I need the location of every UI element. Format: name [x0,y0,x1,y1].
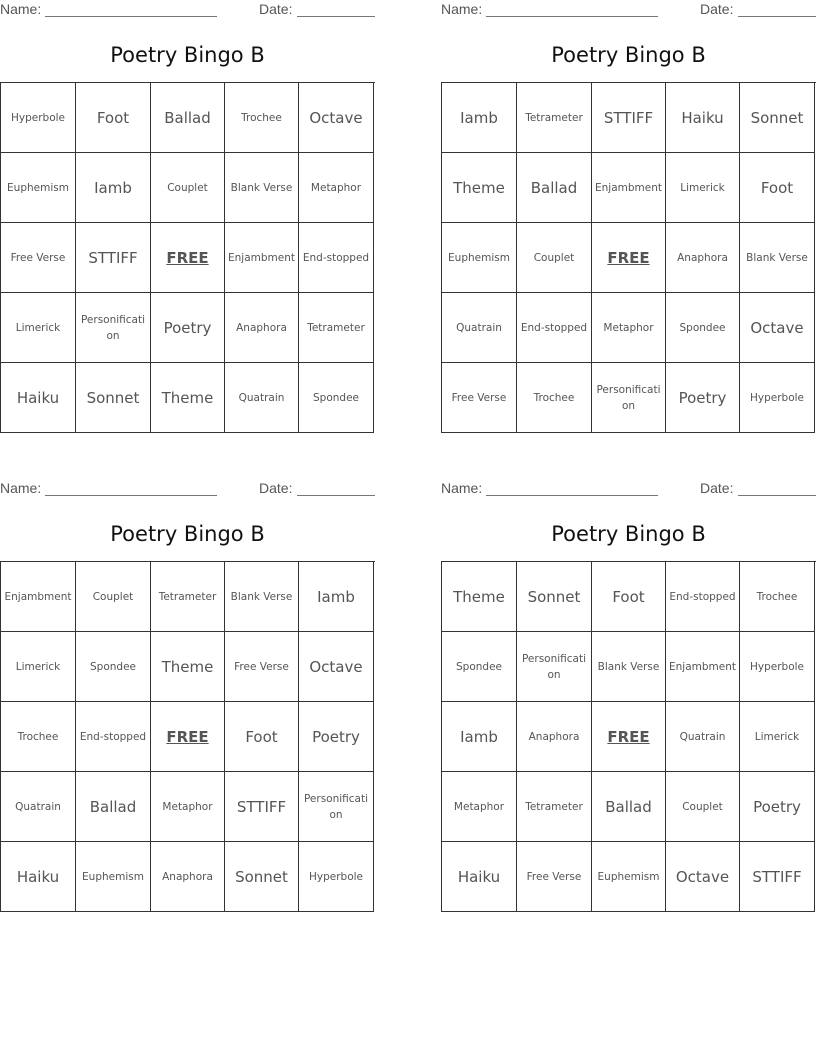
bingo-grid [441,82,816,433]
card-header [441,480,816,500]
bingo-cell: Metaphor [299,153,374,223]
bingo-cell: Octave [299,632,374,702]
bingo-cell: Trochee [517,363,592,433]
date-blank-line [738,16,816,17]
card-header [0,1,375,21]
name-label: Name: [441,480,483,496]
bingo-cell: Metaphor [592,293,666,363]
bingo-cell: Limerick [740,702,815,772]
bingo-cell: Theme [151,363,225,433]
bingo-cell: Foot [740,153,815,223]
name-label: Name: [0,1,42,17]
bingo-cell: Blank Verse [225,562,299,632]
bingo-cell: Quatrain [442,293,517,363]
bingo-cell: Euphemism [442,223,517,293]
bingo-cell: Blank Verse [225,153,299,223]
bingo-cell: Couplet [76,562,151,632]
bingo-cell: Poetry [151,293,225,363]
bingo-cell: Sonnet [225,842,299,912]
bingo-cell: Trochee [225,83,299,153]
free-space-cell: FREE [592,223,666,293]
bingo-cell: Hyperbole [740,363,815,433]
bingo-cell: Tetrameter [299,293,374,363]
bingo-cell: Trochee [1,702,76,772]
bingo-cell: Free Verse [517,842,592,912]
date-label: Date: [700,480,734,496]
bingo-cell: Octave [299,83,374,153]
bingo-cell: STTIFF [76,223,151,293]
bingo-cell: Enjambment [666,632,740,702]
bingo-cell: Quatrain [1,772,76,842]
bingo-cell: Iamb [442,83,517,153]
date-blank-line [297,495,375,496]
bingo-cell: STTIFF [592,83,666,153]
bingo-card [0,479,375,919]
bingo-card [0,0,375,440]
bingo-cell: Limerick [1,632,76,702]
bingo-cell: Euphemism [592,842,666,912]
bingo-cell: End-stopped [666,562,740,632]
bingo-cell: STTIFF [740,842,815,912]
bingo-cell: End-stopped [299,223,374,293]
bingo-cell: Haiku [666,83,740,153]
bingo-cell: Free Verse [1,223,76,293]
bingo-cell: Haiku [442,842,517,912]
bingo-cell: Ballad [76,772,151,842]
date-label: Date: [259,1,293,17]
bingo-grid [0,561,375,912]
bingo-cell: Anaphora [666,223,740,293]
bingo-cell: Quatrain [225,363,299,433]
bingo-cell: Personification [76,293,151,363]
bingo-cell: Theme [442,153,517,223]
bingo-cell: Couplet [666,772,740,842]
bingo-cell: Metaphor [442,772,517,842]
bingo-cell: Couplet [151,153,225,223]
name-blank-line [486,495,658,496]
card-title: Poetry Bingo B [110,43,265,67]
bingo-cell: Personification [517,632,592,702]
bingo-cell: Blank Verse [592,632,666,702]
bingo-cell: Blank Verse [740,223,815,293]
bingo-cell: Sonnet [740,83,815,153]
bingo-cell: Hyperbole [740,632,815,702]
card-title: Poetry Bingo B [110,522,265,546]
bingo-cell: Tetrameter [517,83,592,153]
bingo-cell: Iamb [76,153,151,223]
bingo-cell: Poetry [740,772,815,842]
bingo-cell: Iamb [442,702,517,772]
bingo-cell: Trochee [740,562,815,632]
bingo-cell: Octave [666,842,740,912]
bingo-cell: Free Verse [442,363,517,433]
bingo-cell: Euphemism [1,153,76,223]
bingo-cell: Free Verse [225,632,299,702]
card-title: Poetry Bingo B [551,43,706,67]
bingo-cell: Theme [151,632,225,702]
bingo-card [441,0,816,440]
bingo-cell: Hyperbole [299,842,374,912]
bingo-cell: Anaphora [151,842,225,912]
bingo-cell: Enjambment [592,153,666,223]
bingo-cell: End-stopped [517,293,592,363]
bingo-cell: Limerick [1,293,76,363]
bingo-card [441,479,816,919]
bingo-cell: Ballad [517,153,592,223]
bingo-cell: Ballad [151,83,225,153]
name-label: Name: [0,480,42,496]
date-blank-line [738,495,816,496]
bingo-cell: Ballad [592,772,666,842]
free-space-cell: FREE [151,223,225,293]
bingo-cell: Poetry [666,363,740,433]
bingo-cell: Spondee [666,293,740,363]
bingo-grid [441,561,816,912]
bingo-cell: Tetrameter [517,772,592,842]
bingo-cell: Anaphora [225,293,299,363]
card-header [441,1,816,21]
bingo-cell: Spondee [299,363,374,433]
date-blank-line [297,16,375,17]
name-label: Name: [441,1,483,17]
name-blank-line [45,495,217,496]
bingo-cell: Foot [225,702,299,772]
name-blank-line [486,16,658,17]
bingo-cell: Tetrameter [151,562,225,632]
bingo-cell: Spondee [442,632,517,702]
bingo-grid [0,82,375,433]
bingo-cell: Anaphora [517,702,592,772]
bingo-cell: Personification [299,772,374,842]
free-space-cell: FREE [592,702,666,772]
bingo-cell: Foot [76,83,151,153]
bingo-cell: Haiku [1,363,76,433]
date-label: Date: [700,1,734,17]
bingo-cell: Quatrain [666,702,740,772]
bingo-cell: Foot [592,562,666,632]
bingo-cell: Octave [740,293,815,363]
bingo-cell: Haiku [1,842,76,912]
card-title: Poetry Bingo B [551,522,706,546]
bingo-cell: Sonnet [76,363,151,433]
bingo-cell: Hyperbole [1,83,76,153]
bingo-cell: Iamb [299,562,374,632]
name-blank-line [45,16,217,17]
bingo-cell: Couplet [517,223,592,293]
date-label: Date: [259,480,293,496]
bingo-cell: Enjambment [225,223,299,293]
bingo-cell: Euphemism [76,842,151,912]
bingo-cell: End-stopped [76,702,151,772]
bingo-cell: Enjambment [1,562,76,632]
bingo-cell: Theme [442,562,517,632]
bingo-cell: Spondee [76,632,151,702]
bingo-cell: Metaphor [151,772,225,842]
bingo-cell: STTIFF [225,772,299,842]
bingo-cell: Personification [592,363,666,433]
free-space-cell: FREE [151,702,225,772]
bingo-cell: Poetry [299,702,374,772]
bingo-cell: Limerick [666,153,740,223]
bingo-cell: Sonnet [517,562,592,632]
card-header [0,480,375,500]
